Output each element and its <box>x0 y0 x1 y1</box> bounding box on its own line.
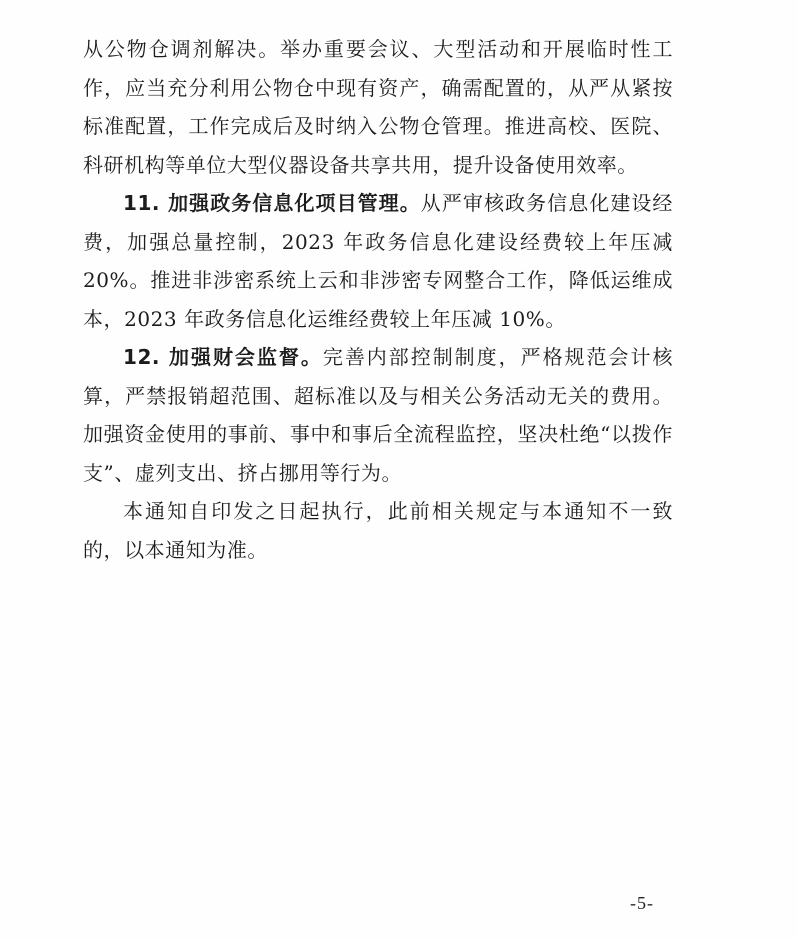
paragraph-text: 完善内部控制制度，严格规范会计核算，严禁报销超范围、超标准以及与相关公务活动无关的费用。加强资金使用的事前、事中和事后全流程监控，坚决杜绝“以拨作支”、虚列支出、挤占挪用等行为。 <box>83 345 673 485</box>
paragraph-closing <box>83 492 673 569</box>
paragraph-heading: 11. 加强政务信息化项目管理。 <box>123 191 421 215</box>
paragraph-continuation <box>83 30 673 184</box>
paragraph-item-12 <box>83 338 673 492</box>
paragraph-text: 从公物仓调剂解决。举办重要会议、大型活动和开展临时性工作，应当充分利用公物仓中现有资产，确需配置的，从严从紧按标准配置，工作完成后及时纳入公物仓管理。推进高校、医院、科研机构等单位大型仪器设备共享共用，提升设备使用效率。 <box>83 37 673 177</box>
paragraph-text: 本通知自印发之日起执行，此前相关规定与本通知不一致的，以本通知为准。 <box>83 499 673 562</box>
paragraph-text: 从严审核政务信息化建设经费，加强总量控制，2023 年政务信息化建设经费较上年压减 20%。推进非涉密系统上云和非涉密专网整合工作，降低运维成本，2023 年政务信息化运维经费较上年压减 10%。 <box>83 191 673 331</box>
document-body <box>83 30 673 569</box>
paragraph-heading: 12. 加强财会监督。 <box>123 345 323 369</box>
paragraph-item-11 <box>83 184 673 338</box>
page-number: -5- <box>630 893 654 913</box>
